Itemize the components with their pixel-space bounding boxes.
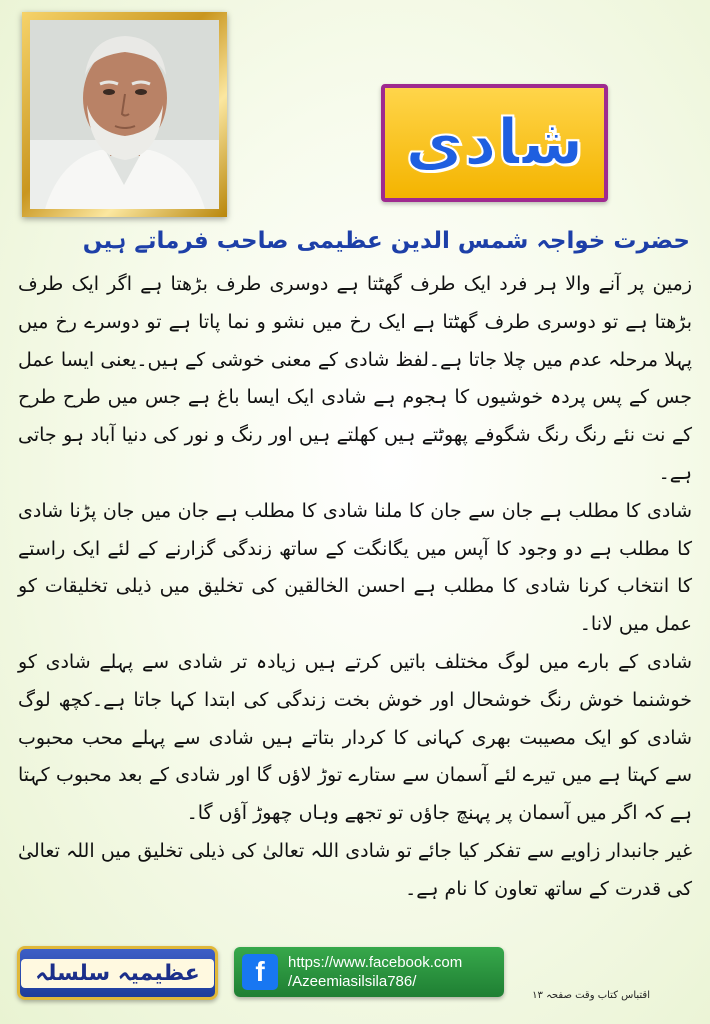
azeemia-logo: [17, 946, 218, 1000]
article-body: [18, 266, 692, 909]
subtitle: حضرت خواجہ شمس الدین عظیمی صاحب فرماتے ہیں: [82, 228, 690, 254]
paragraph: غیر جانبدار زاویے سے تفکر کیا جائے تو شادی اللہ تعالیٰ کی ذیلی تخلیق میں اللہ تعالیٰ کی قدرت کے ساتھ تعاون کا نام ہے۔: [18, 839, 692, 900]
paragraph: شادی کے بارے میں لوگ مختلف باتیں کرتے ہیں زیادہ تر شادی سے پہلے شادی کو خوشنما خوش رنگ خوشحال اور خوش بخت زندگی کی ابتدا کہا جاتا ہے۔کچھ لوگ شادی کو ایک مصیبت بھری کہانی کا کردار بتاتے ہیں شادی سے پہلے محب محبوب سے کہتا ہے میں تیرے لئے آسمان سے ستارے توڑ لاؤں گا اور شادی کے بعد محبوب کہتا ہے کہ اگر میں آسمان پر پہنچ جاؤں تو تجھے وہاں چھوڑ آؤں گا۔: [18, 650, 692, 825]
portrait-frame: [22, 12, 227, 217]
source-note: اقتباس کتاب وقت صفحہ ۱۳: [532, 990, 650, 1001]
paragraph: شادی کا مطلب ہے جان سے جان کا ملنا شادی کا مطلب ہے جان میں جان پڑنا شادی کا مطلب ہے دو وجود کا آپس میں یگانگت کے ساتھ زندگی گزارنے کے لئے ایک راستے کا انتخاب کرنا شادی کا مطلب ہے احسن الخالقین کی تخلیق میں ذیلی تخلیقات کو عمل میں لانا۔: [18, 499, 692, 636]
facebook-url-line2: /Azeemiasilsila786/: [288, 973, 417, 990]
page-title: شادی: [405, 106, 584, 180]
portrait-photo: [30, 20, 219, 209]
facebook-url[interactable]: [288, 953, 462, 991]
logo-text: عظیمیہ سلسلہ: [21, 959, 214, 988]
title-badge: [381, 84, 608, 202]
facebook-link[interactable]: [234, 947, 504, 997]
paragraph: زمین پر آنے والا ہر فرد ایک طرف گھٹتا ہے دوسری طرف بڑھتا ہے اگر ایک طرف بڑھتا ہے تو دوسری طرف گھٹتا ہے ایک رخ میں نشو و نما پاتا ہے تو دوسرے رخ میں پہلا مرحلہ عدم میں چلا جاتا ہے۔لفظ شادی کے معنی خوشی کے ہیں۔یعنی ایسا عمل جس کے پس پردہ خوشیوں کا ہجوم ہے شادی ایک ایسا باغ ہے جس میں طرح طرح کے نت نئے رنگ رنگ شگوفے پھوٹتے ہیں کھلتے ہیں اور رنگ و نور کی دنیا آباد ہو جاتی ہے۔: [18, 273, 692, 484]
facebook-icon: f: [242, 954, 278, 990]
facebook-url-line1: https://www.facebook.com: [288, 954, 463, 971]
